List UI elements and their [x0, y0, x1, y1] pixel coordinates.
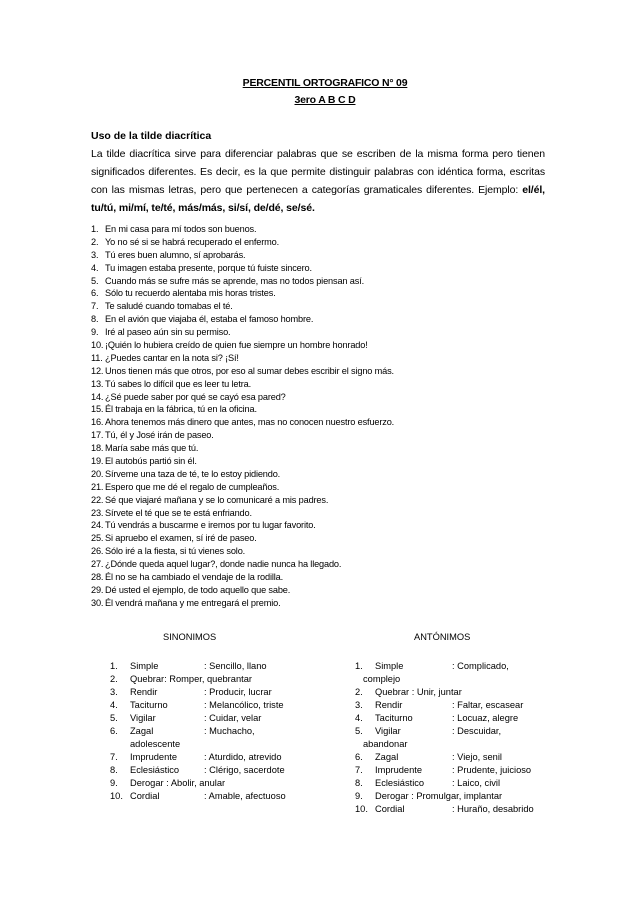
sentence-number: 1. [91, 224, 99, 234]
sentence-item [91, 262, 561, 275]
sentence-text: Tú vendrás a buscarme e iremos por tu lugar favorito. [105, 520, 316, 531]
sentence-item [91, 403, 561, 416]
sentence-item [91, 571, 561, 584]
sentence-number: 26. [91, 546, 104, 557]
sentence-number: 25. [91, 533, 104, 544]
item-meaning: : Sencillo, llano [204, 661, 267, 671]
item-meaning: : Aturdido, atrevido [204, 752, 282, 762]
sentence-text: Yo no sé si se habrá recuperado el enfermo. [105, 236, 280, 247]
item-number: 10. [110, 791, 123, 801]
item-word: Rendir [375, 700, 403, 710]
item-number: 6. [110, 726, 118, 736]
item-number: 2. [355, 687, 363, 697]
item-word: Rendir [130, 687, 158, 697]
sentence-text: Sírveme una taza de té, te lo estoy pidiendo. [105, 468, 281, 479]
sentence-number: 10. [91, 340, 104, 351]
sentence-text: Unos tienen más que otros, por eso al sumar debes escribir el signo más. [105, 365, 394, 376]
intro-examples: el/él, tu/tú, mi/mí, te/té, más/más, si/sí, de/dé, se/sé. [91, 184, 545, 214]
sentence-item [91, 236, 561, 249]
sentence-item [91, 326, 561, 339]
sentence-item [91, 468, 561, 481]
item-word: Cordial [375, 804, 405, 814]
item-meaning: : Laico, civil [452, 778, 501, 788]
sentence-list [91, 223, 561, 610]
intro-paragraph [91, 145, 545, 217]
sentence-text: Te saludé cuando tomabas el té. [105, 301, 233, 312]
item-word: Zagal [375, 752, 399, 762]
sentence-text: Espero que me dé el regalo de cumpleaños. [105, 481, 280, 492]
item-meaning: : Clérigo, sacerdote [204, 765, 285, 775]
sentence-item [91, 442, 561, 455]
sentence-text: ¿Dónde queda aquel lugar?, donde nadie nunca ha llegado. [105, 559, 342, 570]
item-word: Taciturno [375, 713, 413, 723]
sentence-number: 4. [91, 262, 99, 273]
item-number: 1. [110, 661, 118, 671]
sentence-text: Sé que viajaré mañana y se lo comunicaré a mis padres. [105, 494, 329, 505]
item-number: 4. [110, 700, 118, 710]
item-number: 10. [355, 804, 368, 814]
sentence-text: Tú sabes lo difícil que es leer tu letra. [105, 378, 252, 389]
sentence-text: Ahora tenemos más dinero que antes, mas no conocen nuestro esfuerzo. [105, 417, 395, 428]
sentence-number: 28. [91, 572, 104, 583]
sentence-number: 8. [91, 314, 99, 325]
document-title: PERCENTIL ORTOGRAFICO N° 09 [242, 77, 408, 89]
item-meaning: : Complicado, [452, 661, 509, 671]
item-number: 6. [355, 752, 363, 762]
item-continuation: abandonar [363, 739, 408, 749]
item-meaning: : Faltar, escasear [452, 700, 524, 710]
item-number: 7. [110, 752, 118, 762]
sentence-number: 21. [91, 481, 104, 492]
sentence-number: 7. [91, 301, 99, 312]
sentence-text: Tu imagen estaba presente, porque tú fuiste sincero. [105, 262, 312, 273]
sentence-text: Sólo tu recuerdo alentaba mis horas tristes. [105, 288, 276, 299]
item-word: Eclesiástico [130, 765, 180, 775]
antonimos-list [355, 660, 555, 850]
sentence-number: 2. [91, 236, 99, 247]
item-word: Quebrar: Romper, quebrantar [130, 674, 252, 684]
sentence-text: Sólo iré a la fiesta, si tú vienes solo. [105, 546, 246, 557]
sentence-item [91, 249, 561, 262]
sentence-number: 12. [91, 365, 104, 376]
item-number: 3. [355, 700, 363, 710]
sentence-number: 9. [91, 327, 99, 338]
item-number: 5. [110, 713, 118, 723]
item-continuation: adolescente [130, 739, 181, 749]
sentence-text: Si apruebo el examen, sí iré de paseo. [105, 533, 257, 544]
item-continuation: complejo [363, 674, 401, 684]
sentence-text: Él no se ha cambiado el vendaje de la rodilla. [105, 572, 283, 583]
document-subtitle: 3ero A B C D [294, 94, 356, 106]
item-number: 3. [110, 687, 118, 697]
item-meaning: : Prudente, juicioso [452, 765, 532, 775]
sinonimos-heading: SINONIMOS [163, 632, 217, 642]
item-word: Zagal [130, 726, 154, 736]
item-number: 8. [110, 765, 118, 775]
sentence-number: 29. [91, 584, 104, 595]
sentence-item [91, 223, 561, 236]
sentence-text: Él trabaja en la fábrica, tú en la oficina. [105, 404, 257, 415]
item-word: Derogar : Promulgar, implantar [375, 791, 503, 801]
sentence-number: 24. [91, 520, 104, 531]
antonimos-heading: ANTÓNIMOS [414, 632, 471, 642]
item-number: 8. [355, 778, 363, 788]
item-word: Vigilar [375, 726, 401, 736]
sentence-number: 6. [91, 288, 99, 299]
item-meaning: : Viejo, senil [452, 752, 502, 762]
section-title: Uso de la tilde diacrítica [91, 130, 212, 142]
sentence-text: Tú, él y José irán de paseo. [105, 430, 214, 441]
item-number: 9. [110, 778, 118, 788]
sentence-text: ¿Puedes cantar en la nota si? ¡Sí! [105, 352, 239, 363]
sentence-item [91, 287, 561, 300]
sentence-item [91, 597, 561, 610]
item-meaning: : Cuidar, velar [204, 713, 262, 723]
item-number: 1. [355, 661, 363, 671]
sentence-number: 17. [91, 430, 104, 441]
sentence-number: 16. [91, 417, 104, 428]
sentence-number: 13. [91, 378, 104, 389]
sentence-item [91, 416, 561, 429]
sentence-text: María sabe más que tú. [105, 443, 199, 454]
sentence-text: Cuando más se sufre más se aprende, mas no todos piensan así. [105, 275, 364, 286]
sinonimos-list [110, 660, 340, 840]
item-word: Derogar : Abolir, anular [130, 778, 226, 788]
item-number: 2. [110, 674, 118, 684]
sentence-number: 11. [91, 352, 103, 363]
sentence-item [91, 378, 561, 391]
sentence-item [91, 365, 561, 378]
sentence-item [91, 429, 561, 442]
sentence-number: 20. [91, 468, 104, 479]
sentence-item [91, 300, 561, 313]
item-meaning: : Huraño, desabrido [452, 804, 534, 814]
sentence-item [91, 545, 561, 558]
sentence-item [91, 558, 561, 571]
sentence-item [91, 339, 561, 352]
item-word: Taciturno [130, 700, 168, 710]
sentence-text: Sírvete el té que se te está enfriando. [105, 507, 252, 518]
sentence-item [91, 275, 561, 288]
item-meaning: : Descuidar, [452, 726, 502, 736]
sentence-text: Iré al paseo aún sin su permiso. [105, 327, 231, 338]
sentence-text: Él vendrá mañana y me entregará el premio. [105, 597, 281, 608]
sentence-item [91, 481, 561, 494]
sentence-text: En mi casa para mí todos son buenos. [105, 224, 257, 234]
intro-text: La tilde diacrítica sirve para diferenciar palabras que se escriben de la misma forma pero tienen significados diferentes. Es decir, es la que permite distinguir palabras con idéntica forma, escritas con las mismas letras, pero que pertenecen a categorías gramaticales diferentes. Ejemplo: [91, 148, 545, 196]
sentence-item [91, 519, 561, 532]
sentence-text: El autobús partió sin él. [105, 456, 197, 467]
sentence-item [91, 391, 561, 404]
item-meaning: : Producir, lucrar [204, 687, 272, 697]
sentence-number: 18. [91, 443, 104, 454]
item-number: 9. [355, 791, 363, 801]
sentence-number: 23. [91, 507, 104, 518]
sentence-text: Dé usted el ejemplo, de todo aquello que sabe. [105, 584, 291, 595]
item-meaning: : Muchacho, [204, 726, 255, 736]
item-word: Imprudente [375, 765, 423, 775]
sentence-number: 19. [91, 456, 104, 467]
sentence-text: Tú eres buen alumno, sí aprobarás. [105, 249, 246, 260]
item-meaning: : Amable, afectuoso [204, 791, 286, 801]
item-word: Eclesiástico [375, 778, 425, 788]
item-word: Simple [130, 661, 159, 671]
sentence-text: ¿Sé puede saber por qué se cayó esa pared? [105, 391, 286, 402]
item-word: Vigilar [130, 713, 156, 723]
item-number: 7. [355, 765, 363, 775]
sentence-item [91, 532, 561, 545]
sentence-number: 22. [91, 494, 104, 505]
item-word: Quebrar : Unir, juntar [375, 687, 462, 697]
sentence-item [91, 507, 561, 520]
sentence-number: 3. [91, 249, 99, 260]
sentence-text: ¡Quién lo hubiera creído de quien fue siempre un hombre honrado! [105, 340, 368, 351]
item-number: 4. [355, 713, 363, 723]
sentence-item [91, 455, 561, 468]
item-number: 5. [355, 726, 363, 736]
sentence-text: En el avión que viajaba él, estaba el famoso hombre. [105, 314, 314, 325]
item-meaning: : Melancólico, triste [204, 700, 284, 710]
sentence-number: 27. [91, 559, 104, 570]
sentence-item [91, 313, 561, 326]
sentence-number: 5. [91, 275, 99, 286]
sentence-number: 30. [91, 597, 104, 608]
item-word: Cordial [130, 791, 160, 801]
sentence-item [91, 584, 561, 597]
item-meaning: : Locuaz, alegre [452, 713, 519, 723]
item-word: Imprudente [130, 752, 178, 762]
sentence-number: 15. [91, 404, 104, 415]
sentence-item [91, 494, 561, 507]
sentence-number: 14. [91, 391, 104, 402]
sentence-item [91, 352, 561, 365]
item-word: Simple [375, 661, 404, 671]
